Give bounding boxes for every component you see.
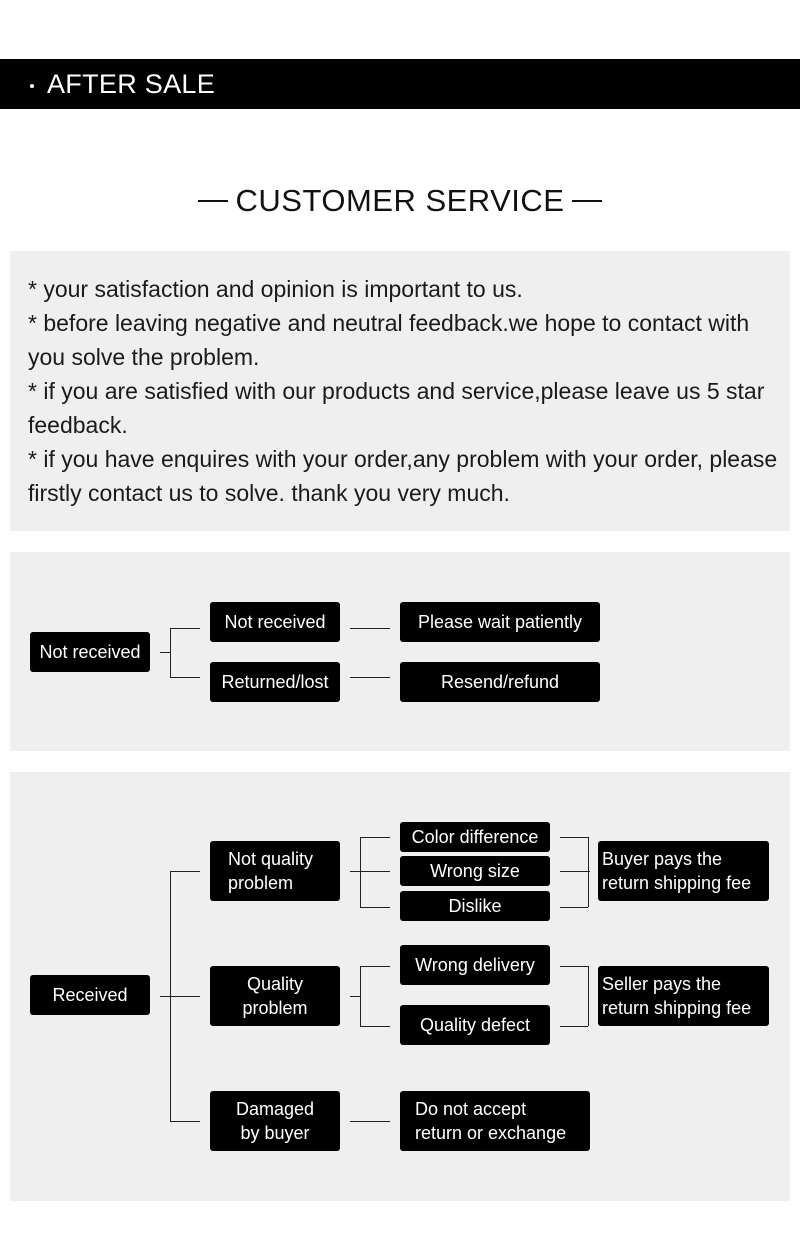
- connector: [350, 871, 390, 872]
- connector: [360, 1026, 390, 1027]
- connector: [170, 871, 171, 1121]
- received-root: Received: [30, 975, 150, 1015]
- section-title: CUSTOMER SERVICE: [235, 183, 565, 218]
- right-dash: [572, 200, 602, 202]
- connector: [350, 677, 390, 678]
- reason-color-difference: Color difference: [400, 822, 550, 852]
- connector: [560, 837, 588, 838]
- connector: [160, 652, 170, 653]
- not-quality-problem: Not quality problem: [210, 841, 340, 901]
- connector: [170, 677, 200, 678]
- note-item: * if you are satisfied with our products and service,please leave us 5 star feedback.: [28, 378, 765, 438]
- connector: [560, 1026, 588, 1027]
- connector: [360, 966, 361, 1026]
- note-item: * if you have enquires with your order,any problem with your order, please firstly contact us to solve. thank you very much.: [28, 446, 778, 506]
- result-wait-patiently: Please wait patiently: [400, 602, 600, 642]
- notes-list: [28, 272, 778, 510]
- reason-quality-defect: Quality defect: [400, 1005, 550, 1045]
- connector: [170, 1121, 200, 1122]
- connector: [360, 907, 390, 908]
- connector: [350, 1121, 390, 1122]
- result-resend-refund: Resend/refund: [400, 662, 600, 702]
- branch-returned-lost: Returned/lost: [210, 662, 340, 702]
- connector: [170, 628, 200, 629]
- reason-wrong-size: Wrong size: [400, 856, 550, 886]
- note-item: * your satisfaction and opinion is important to us.: [28, 276, 523, 302]
- connector: [160, 996, 200, 997]
- damaged-by-buyer: Damaged by buyer: [210, 1091, 340, 1151]
- connector: [170, 628, 171, 677]
- connector: [588, 837, 589, 907]
- connector: [170, 871, 200, 872]
- connector: [560, 966, 588, 967]
- connector: [360, 966, 390, 967]
- quality-problem: Quality problem: [210, 966, 340, 1026]
- result-seller-pays: Seller pays the return shipping fee: [598, 966, 769, 1026]
- connector: [350, 996, 360, 997]
- branch-not-received: Not received: [210, 602, 340, 642]
- connector: [560, 907, 588, 908]
- note-item: * before leaving negative and neutral feedback.we hope to contact with you solve the problem.: [28, 310, 750, 370]
- connector: [360, 837, 361, 907]
- result-no-return: Do not accept return or exchange: [400, 1091, 590, 1151]
- not-received-root: Not received: [30, 632, 150, 672]
- header-title: AFTER SALE: [47, 69, 216, 99]
- connector: [560, 871, 590, 872]
- connector: [588, 966, 589, 1026]
- connector: [350, 628, 390, 629]
- reason-dislike: Dislike: [400, 891, 550, 921]
- result-buyer-pays: Buyer pays the return shipping fee: [598, 841, 769, 901]
- reason-wrong-delivery: Wrong delivery: [400, 945, 550, 985]
- connector: [360, 837, 390, 838]
- bullet-dot-icon: [30, 84, 34, 88]
